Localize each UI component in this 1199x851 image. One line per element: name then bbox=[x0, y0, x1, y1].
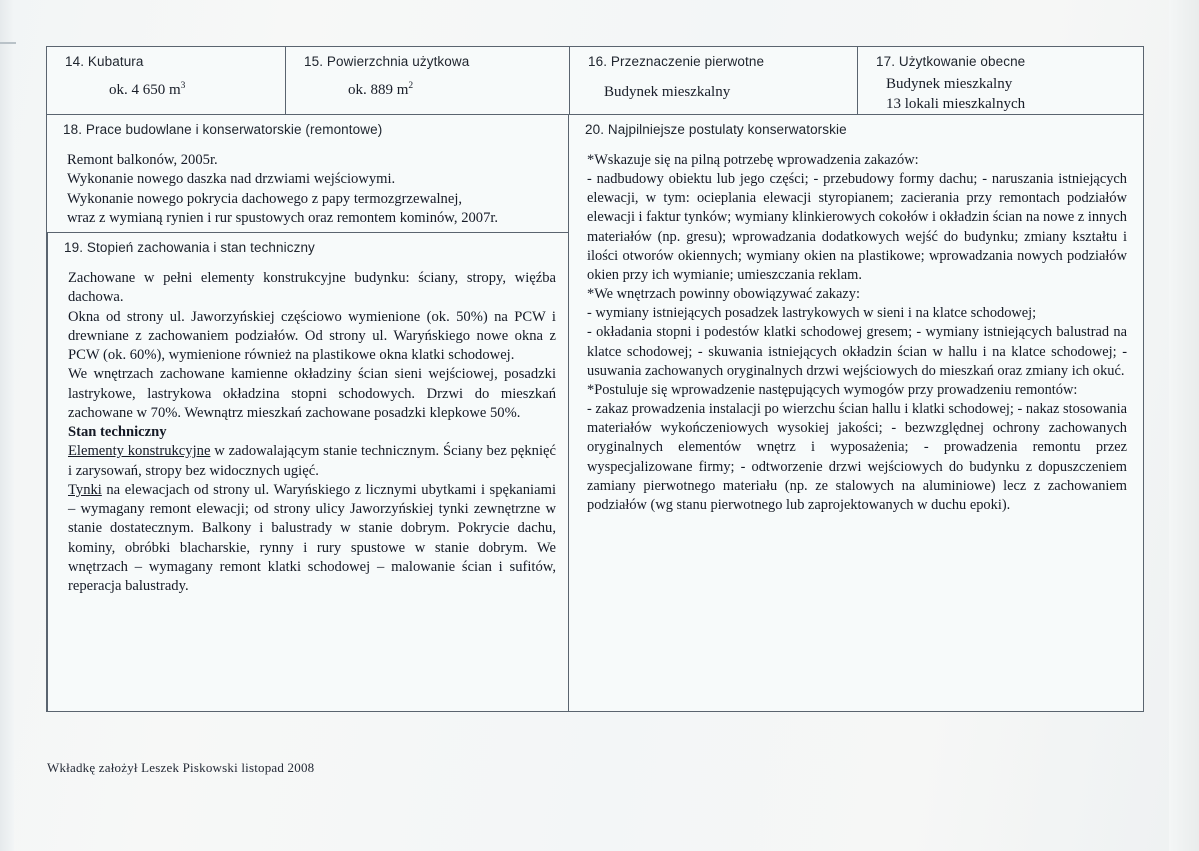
field-19-stopien-zachowania bbox=[47, 233, 568, 711]
field-19-paragraph-5-rest: na elewacjach od strony ul. Waryńskiego z licznymi ubytkami i spękaniami – wymagany remont elewacji; od strony ulicy Jaworzyńskiej tynki zewnętrzne w stanie dostatecznym. Balkony i balustrady w stanie dobrym. Pokrycie dachu, kominy, obróbki blacharskie, rynny i rury spustowe w stanie dobrym. We wnętrzach – wymagany remont klatki schodowej – malowanie ścian i sufitów, reperacja balustrady. bbox=[68, 481, 556, 594]
field-16-przeznaczenie-pierwotne bbox=[569, 47, 857, 114]
field-16-value: Budynek mieszkalny bbox=[604, 84, 731, 100]
field-19-content bbox=[48, 255, 568, 596]
field-20-paragraph-5: - okładania stopni i podestów klatki schodowej gresem; - wymiany istniejących balustrad na klatce schodowej; - skuwania istniejących okładzin ścian w hallu i na klatce schodowej; - usuwania zachowanych oryginalnych drzwi wejściowych do mieszkań oraz zmiany ich okuć. bbox=[587, 324, 1127, 379]
field-20-paragraph-1: *Wskazuje się na pilną potrzebę wprowadzenia zakazów: bbox=[587, 152, 919, 168]
field-18-line-2: Wykonanie nowego daszka nad drzwiami wejściowymi. bbox=[67, 171, 396, 188]
field-17-value bbox=[858, 69, 1143, 115]
record-card-table bbox=[46, 46, 1144, 712]
field-19-paragraph-4-rest: w zadowalającym stanie technicznym. Ściany bez pęknięć i zarysowań, stropy bez widocznych ugięć. bbox=[68, 443, 556, 479]
field-19-paragraph-5 bbox=[68, 481, 556, 597]
field-14-value-text: ok. 4 650 m bbox=[109, 82, 181, 98]
field-20-label: 20. Najpilniejsze postulaty konserwatorskie bbox=[585, 122, 847, 137]
field-20-paragraph-7: - zakaz prowadzenia instalacji po wierzchu ścian hallu i klatki schodowej; - nakaz stosowania materiałów wykończeniowych wysokiej jakości; - bezwzględnej ochrony zachowanych oryginalnych elementów wnętrz i wyposażenia; - prowadzenia remontu przez wyspecjalizowane firmy; - odtworzenie drzwi wejściowych do budynku z dopuszczeniem zamiany pierwotnego materiału (np. ze stalowych na aluminiowe) lecz z zachowaniem podziałów (wg stanu pierwotnego lub zaprojektowanych w duchu epoki). bbox=[587, 401, 1127, 513]
field-20-content bbox=[569, 137, 1143, 515]
table-row-body bbox=[47, 115, 1143, 711]
field-18-content bbox=[47, 137, 568, 228]
field-19-paragraph-2: Okna od strony ul. Jaworzyńskiej częściowo wymienione (ok. 50%) na PCW i drewniane z zachowaniem podziałów. Od strony ul. Waryńskiego nowe okna z PCW (ok. 60%), wymienione również na plastikowe okna klatki schodowej. bbox=[68, 308, 556, 363]
field-20-paragraph-3: *We wnętrzach powinny obowiązywać zakazy: bbox=[587, 286, 860, 303]
left-column bbox=[47, 115, 569, 711]
field-19-subheading: Stan techniczny bbox=[68, 424, 167, 440]
field-15-value-text: ok. 889 m bbox=[348, 82, 409, 98]
field-14-value bbox=[47, 69, 285, 100]
footer-author-note: Wkładkę założył Leszek Piskowski listopad 2008 bbox=[47, 760, 315, 775]
scan-edge-right bbox=[1169, 0, 1199, 851]
field-19-paragraph-1: Zachowane w pełni elementy konstrukcyjne budynku: ściany, stropy, więźba dachowa. bbox=[68, 270, 556, 306]
field-20-paragraph-2: - nadbudowy obiektu lub jego części; - przebudowy formy dachu; - naruszania istniejących elewacji, w tym: ocieplania elewacji styropianem; zacierania przy remontach podziałów elewacji i faktur tynków; wymiany klinkierowych cokołów i okładzin ścian na nowe z innych materiałów (np. gresu); wprowadzania dodatkowych wejść do budynku; zmiany kształtu i ilości otworów okiennych; wymiany okien na plastikowe; wprowadzania nowych podziałów okien przy ich wymianie; umieszczania reklam. bbox=[587, 171, 1127, 283]
table-row-top-fields bbox=[47, 47, 1143, 115]
field-14-kubatura bbox=[47, 47, 285, 114]
field-18-prace-budowlane bbox=[47, 115, 568, 233]
field-18-line-3: Wykonanie nowego pokrycia dachowego z papy termozgrzewalnej, bbox=[67, 190, 463, 207]
field-19-label: 19. Stopień zachowania i stan techniczny bbox=[64, 240, 315, 255]
field-20-najpilniejsze-postulaty bbox=[569, 115, 1143, 711]
field-19-paragraph-4 bbox=[68, 442, 556, 481]
field-19-paragraph-4-underlined: Elementy konstrukcyjne bbox=[68, 443, 211, 460]
field-20-paragraph-6: *Postuluje się wprowadzenie następujących wymogów przy prowadzeniu remontów: bbox=[587, 381, 1078, 398]
scan-edge-left bbox=[0, 0, 14, 851]
field-17-uzytkowanie-obecne bbox=[857, 47, 1143, 114]
field-14-label: 14. Kubatura bbox=[65, 54, 144, 69]
field-20-paragraph-4: - wymiany istniejących posadzek lastrykowych w sieni i na klatce schodowej; bbox=[587, 305, 1037, 322]
field-17-label: 17. Użytkowanie obecne bbox=[876, 54, 1026, 69]
field-17-value-line-1: Budynek mieszkalny bbox=[886, 76, 1013, 92]
field-18-line-4: wraz z wymianą rynien i rur spustowych oraz remontem kominów, 2007r. bbox=[67, 209, 499, 226]
field-15-value-exponent: 2 bbox=[408, 81, 414, 91]
field-14-value-exponent: 3 bbox=[180, 81, 186, 91]
field-15-powierzchnia-uzytkowa bbox=[285, 47, 569, 114]
field-16-label: 16. Przeznaczenie pierwotne bbox=[588, 54, 765, 69]
field-18-line-1: Remont balkonów, 2005r. bbox=[67, 152, 218, 168]
field-19-paragraph-3: We wnętrzach zachowane kamienne okładziny ścian sieni wejściowej, posadzki lastrykowe, lastrykowa okładzina stopni schodowych. Drzwi do mieszkań zachowane w 70%. Wewnątrz mieszkań zachowane posadzki klepkowe 50%. bbox=[68, 366, 556, 421]
field-18-label: 18. Prace budowlane i konserwatorskie (remontowe) bbox=[63, 122, 383, 137]
field-15-label: 15. Powierzchnia użytkowa bbox=[304, 54, 470, 69]
field-17-value-line-2: 13 lokali mieszkalnych bbox=[886, 96, 1026, 113]
field-19-paragraph-5-underlined: Tynki bbox=[68, 481, 102, 498]
scan-artifact-mark bbox=[0, 42, 16, 44]
field-15-value bbox=[286, 69, 569, 100]
